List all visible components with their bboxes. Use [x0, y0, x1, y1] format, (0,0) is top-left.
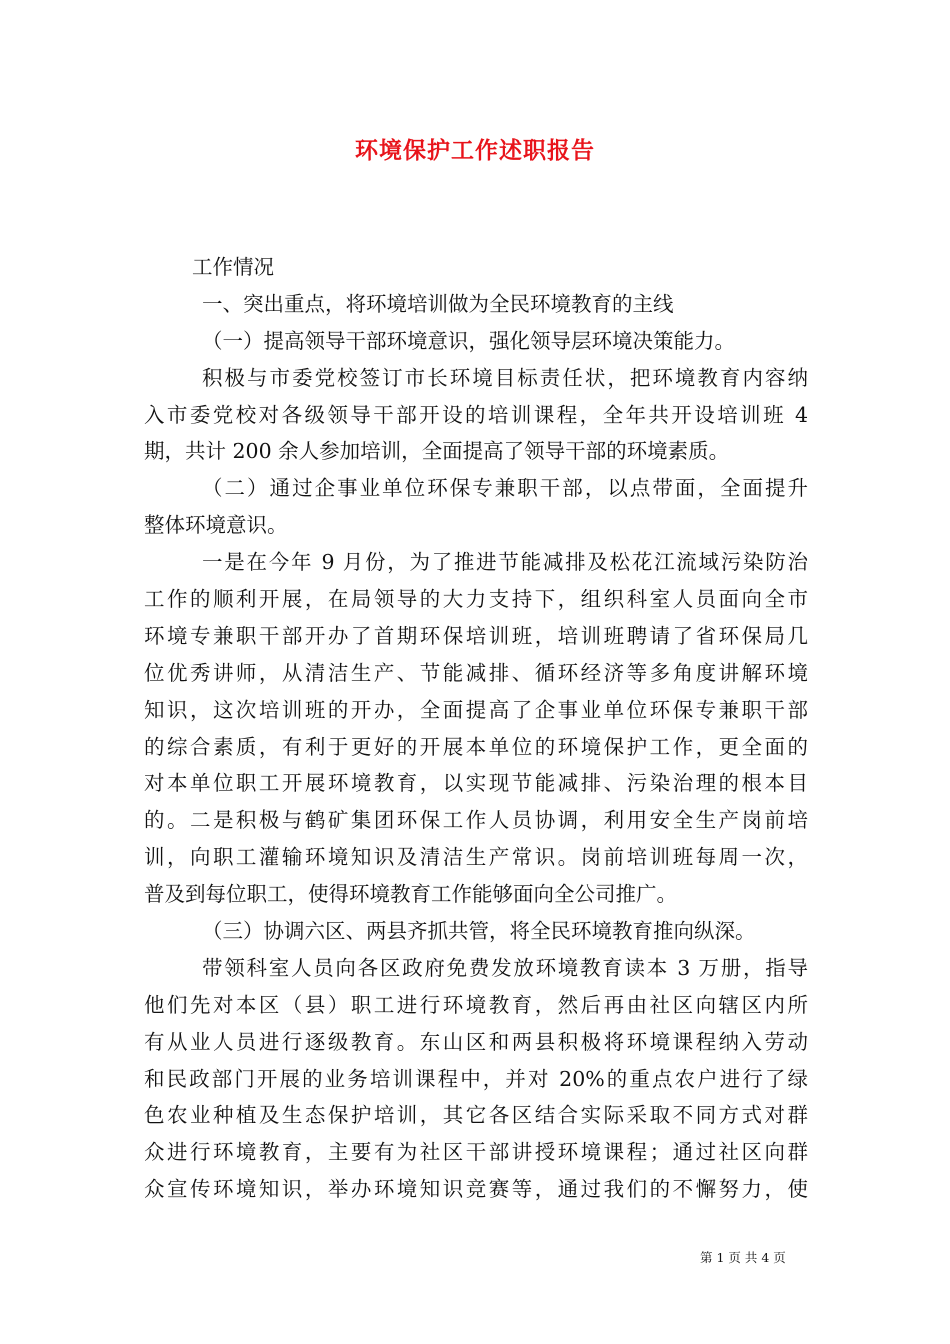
page-footer: 第 1 页 共 4 页: [700, 1250, 786, 1265]
text-line: 期，共计 200 余人参加培训，全面提高了领导干部的环境素质。: [144, 439, 730, 464]
text-line: 积极与市委党校签订市长环境目标责任状，把环境教育内容纳: [202, 365, 808, 390]
text-line: 知识，这次培训班的开办，全面提高了企事业单位环保专兼职干部: [144, 697, 808, 722]
text-line: 环境专兼职干部开办了首期环保培训班，培训班聘请了省环保局几: [144, 623, 808, 648]
text-line: 有从业人员进行逐级教育。东山区和两县积极将环境课程纳入劳动: [144, 1029, 808, 1054]
text-line: 众进行环境教育，主要有为社区干部讲授环境课程；通过社区向群: [144, 1140, 808, 1165]
text-line: 对本单位职工开展环境教育，以实现节能减排、污染治理的根本目: [144, 771, 808, 796]
text-line: 工作情况: [192, 255, 274, 279]
text-line: 入市委党校对各级领导干部开设的培训课程，全年共开设培训班 4: [144, 402, 808, 427]
text-line: 整体环境意识。: [144, 513, 288, 538]
text-line: 工作的顺利开展，在局领导的大力支持下，组织科室人员面向全市: [144, 587, 808, 612]
text-line: 一、突出重点，将环境培训做为全民环境教育的主线: [202, 291, 674, 316]
text-line: 位优秀讲师，从清洁生产、节能减排、循环经济等多角度讲解环境: [144, 660, 808, 685]
text-line: 训，向职工灌输环境知识及清洁生产常识。岗前培训班每周一次，: [144, 845, 808, 870]
text-line: 的。二是积极与鹤矿集团环保工作人员协调，利用安全生产岗前培: [144, 808, 808, 833]
text-line: 一是在今年 9 月份，为了推进节能减排及松花江流域污染防治: [202, 550, 808, 575]
text-line: 众宣传环境知识，举办环境知识竞赛等，通过我们的不懈努力，使: [144, 1177, 808, 1202]
text-line: （一）提高领导干部环境意识，强化领导层环境决策能力。: [202, 328, 735, 353]
text-line: 普及到每位职工，使得环境教育工作能够面向全公司推广。: [144, 882, 677, 907]
text-line: 的综合素质，有利于更好的开展本单位的环境保护工作，更全面的: [144, 734, 808, 759]
text-line: 他们先对本区（县）职工进行环境教育，然后再由社区向辖区内所: [144, 992, 808, 1017]
text-line: 色农业种植及生态保护培训，其它各区结合实际采取不同方式对群: [144, 1103, 808, 1128]
document-body: [144, 249, 808, 1208]
document-title: 环境保护工作述职报告: [355, 137, 595, 164]
text-line: （二）通过企事业单位环保专兼职干部，以点带面，全面提升: [202, 476, 808, 501]
text-line: （三）协调六区、两县齐抓共管，将全民环境教育推向纵深。: [202, 919, 756, 944]
text-line: 带领科室人员向各区政府免费发放环境教育读本 3 万册，指导: [202, 955, 808, 980]
text-line: 和民政部门开展的业务培训课程中，并对 20%的重点农户进行了绿: [144, 1066, 808, 1091]
